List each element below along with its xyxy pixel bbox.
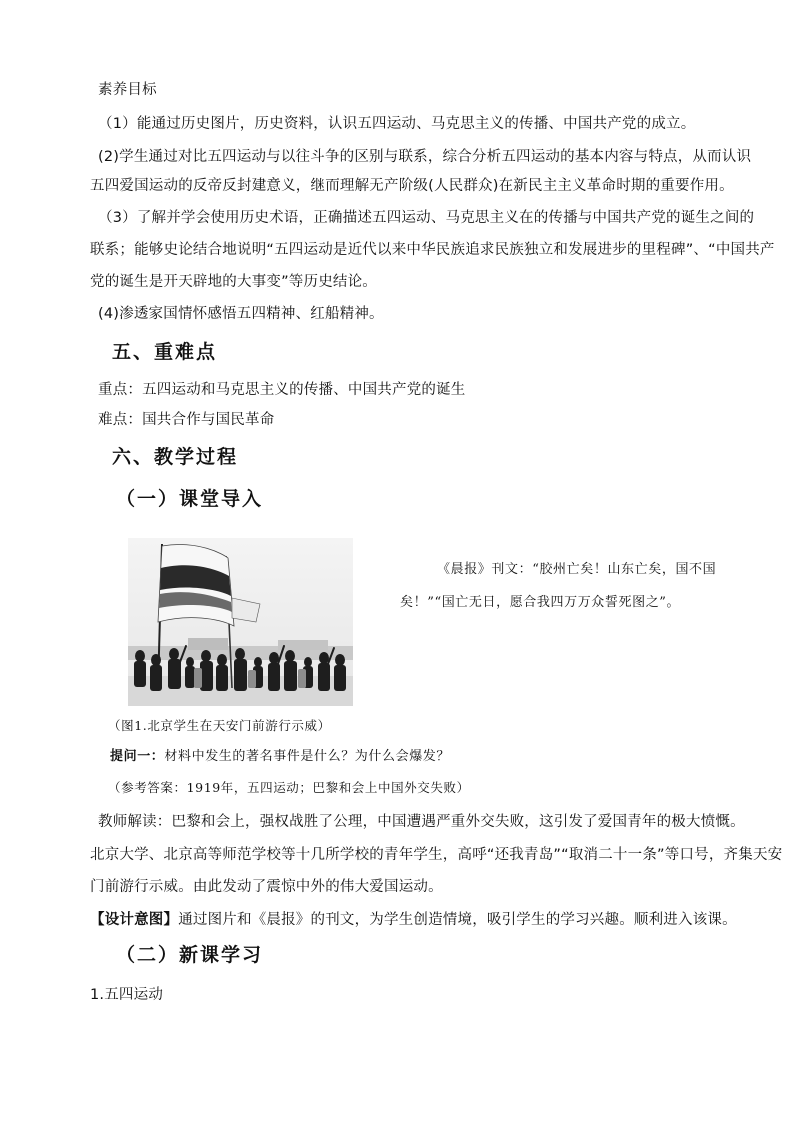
- teacher-explanation-line-1: 教师解读：巴黎和会上，强权战胜了公理，中国遭遇严重外交失败，这引发了爱国青年的极大愤慨。: [98, 814, 745, 830]
- question-one: [110, 748, 450, 766]
- teacher-explanation-line-3: 门前游行示威。由此发动了震惊中外的伟大爱国运动。: [90, 879, 443, 895]
- objective-item-4: (4)渗透家国情怀感悟五四精神、红船精神。: [98, 306, 384, 322]
- objectives-title: 素养目标: [98, 82, 157, 98]
- teacher-explanation-line-2: 北京大学、北京高等师范学校等十几所学校的青年学生，高呼“还我青岛”“取消二十一条”等口号，齐集天安: [90, 847, 783, 863]
- subsection-new-lesson-heading: （二）新课学习: [116, 944, 264, 966]
- design-intent: [90, 910, 737, 930]
- question-text: 材料中发生的著名事件是什么？为什么会爆发？: [164, 749, 451, 764]
- objective-item-2-line-2: 五四爱国运动的反帝反封建意义，继而理解无产阶级(人民群众)在新民主主义革命时期的重要作用。: [90, 178, 734, 194]
- subsection-intro-heading: （一）课堂导入: [116, 488, 264, 510]
- reference-answer: （参考答案：1919年，五四运动；巴黎和会上中国外交失败）: [108, 780, 470, 795]
- key-point: 重点：五四运动和马克思主义的传播、中国共产党的诞生: [98, 382, 466, 398]
- difficulty-point: 难点：国共合作与国民革命: [98, 412, 275, 428]
- design-intent-label: 【设计意图】: [90, 912, 179, 928]
- figure-caption: （图1.北京学生在天安门前游行示威）: [108, 718, 331, 733]
- may-fourth-protest-photo: [128, 538, 353, 706]
- objective-item-3-line-1: （3）了解并学会使用历史术语，正确描述五四运动、马克思主义在的传播与中国共产党的诞生之间的: [98, 210, 755, 226]
- objective-item-1: （1）能通过历史图片，历史资料，认识五四运动、马克思主义的传播、中国共产党的成立。: [98, 116, 696, 132]
- objective-item-3-line-3: 党的诞生是开天辟地的大事变”等历史结论。: [90, 274, 378, 290]
- design-intent-text: 通过图片和《晨报》的刊文，为学生创造情境，吸引学生的学习兴趣。顺利进入该课。: [178, 912, 737, 928]
- question-label: 提问一：: [110, 749, 165, 764]
- morning-post-quote-line-2: 矣！”“国亡无日，愿合我四万万众誓死图之”。: [400, 595, 681, 610]
- morning-post-quote-line-1: 《晨报》刊文：“胶州亡矣！山东亡矣，国不国: [437, 562, 717, 577]
- section-6-heading: 六、教学过程: [112, 446, 239, 468]
- objective-item-3-line-2: 联系；能够史论结合地说明“五四运动是近代以来中华民族追求民族独立和发展进步的里程碑”、“中国共产: [90, 242, 775, 258]
- may-fourth-movement-item: 1.五四运动: [90, 987, 164, 1003]
- section-5-heading: 五、重难点: [112, 341, 218, 363]
- objective-item-2-line-1: (2)学生通过对比五四运动与以往斗争的区别与联系，综合分析五四运动的基本内容与特点，从而认识: [98, 149, 752, 165]
